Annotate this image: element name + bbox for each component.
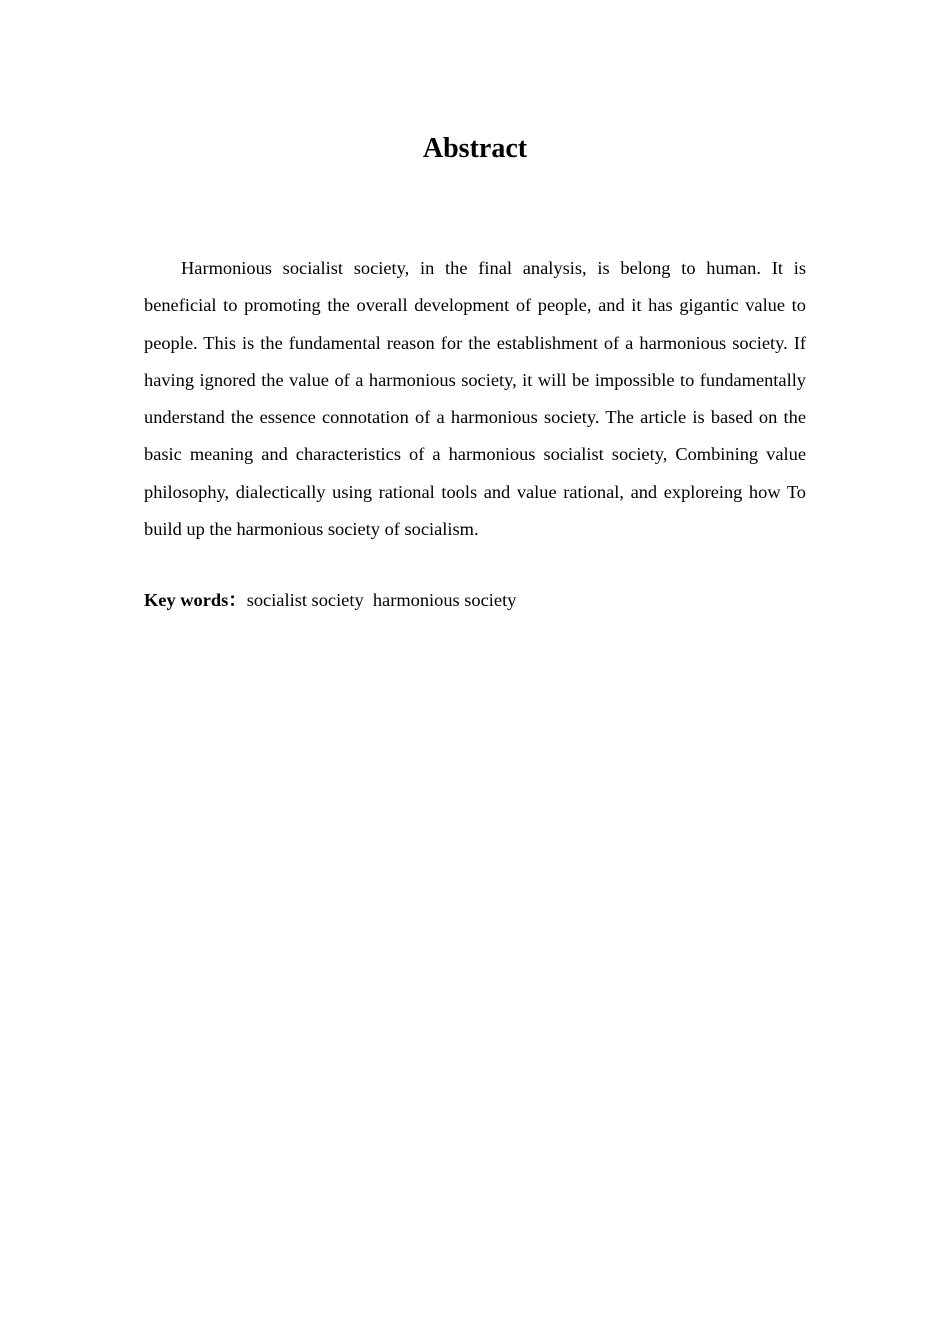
keywords-line <box>144 586 806 614</box>
abstract-paragraph: Harmonious socialist society, in the final analysis, is belong to human. It is beneficial to promoting the overall development of people, and it has gigantic value to people. This is the fundamental reason for the establishment of a harmonious society. If having ignored the value of a harmonious society, it will be impossible to fundamentally understand the essence connotation of a harmonious society. The article is based on the basic meaning and characteristics of a harmonious socialist society, Combining value philosophy, dialectically using rational tools and value rational, and exploreing how To build up the harmonious society of socialism. <box>144 258 806 540</box>
page-title: Abstract <box>422 133 528 164</box>
keywords-label: Key words： <box>144 590 247 610</box>
keywords-terms: socialist society harmonious society <box>246 590 517 610</box>
